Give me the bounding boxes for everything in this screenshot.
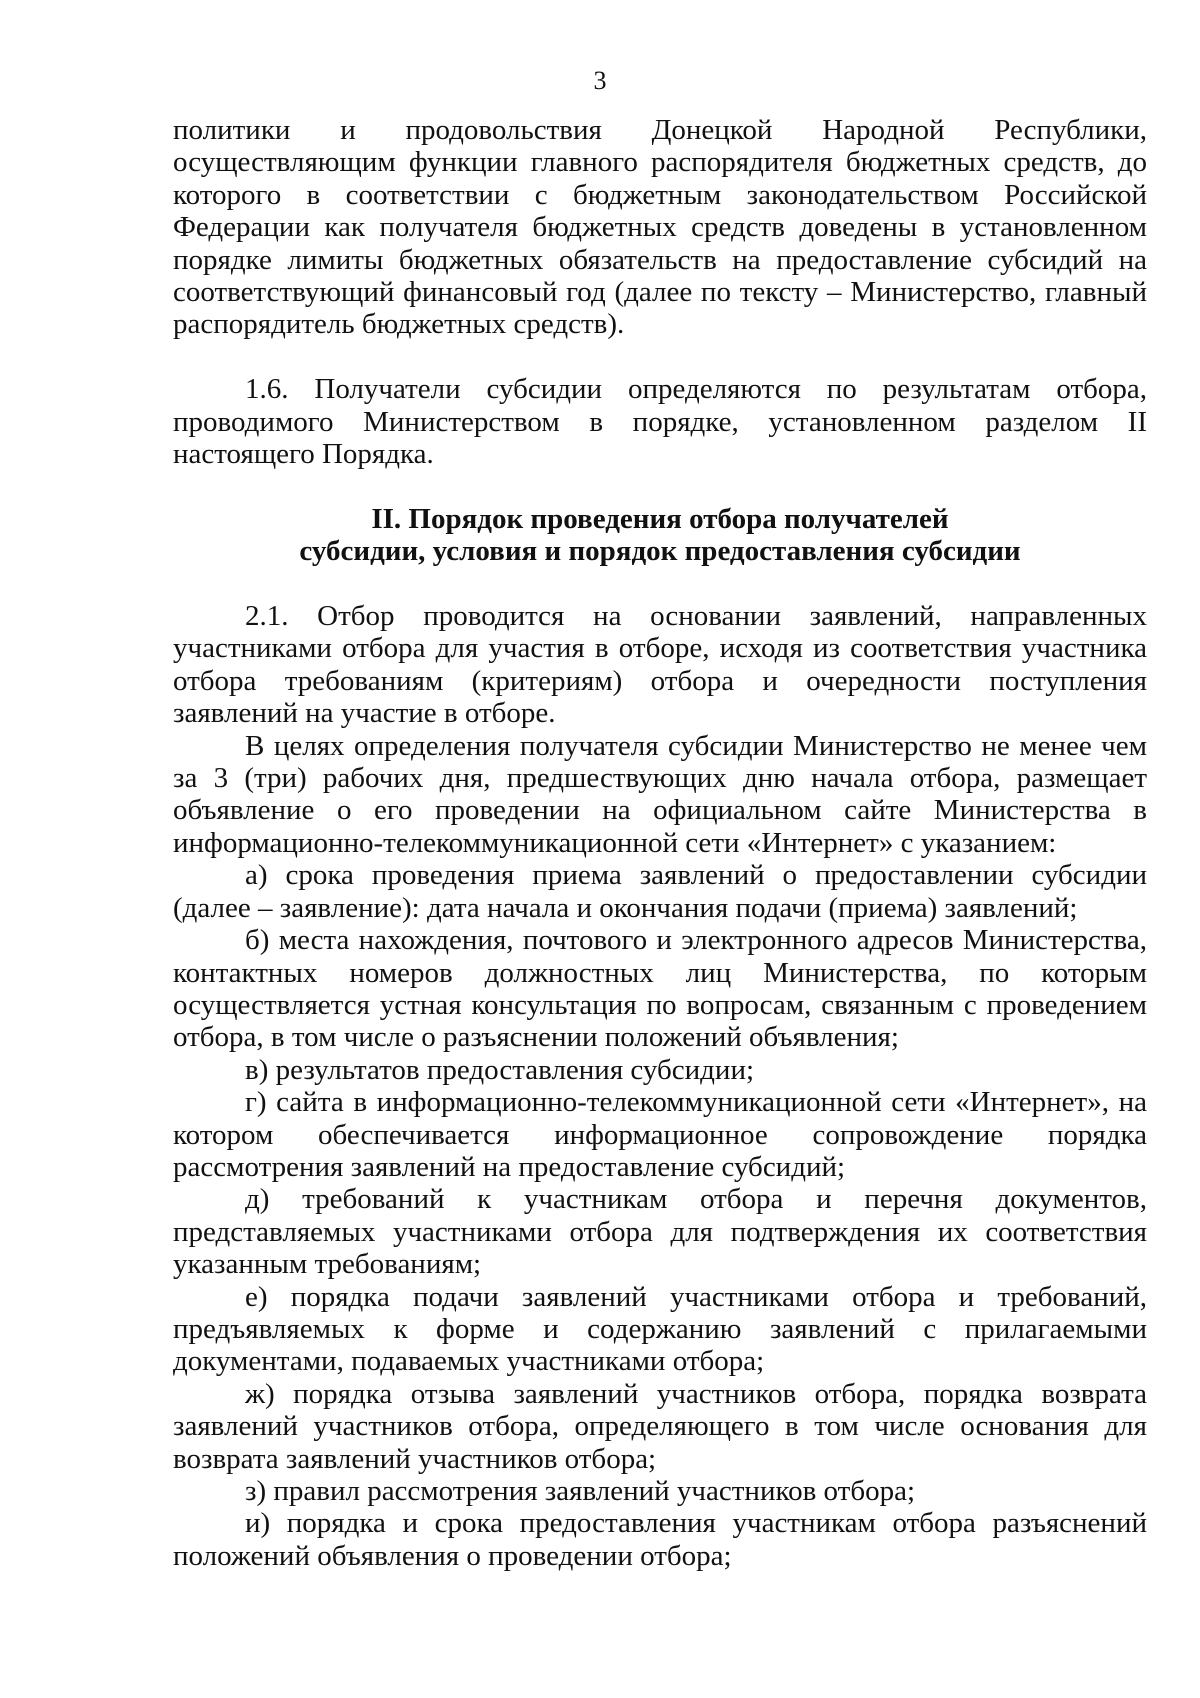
list-item-z: з) правил рассмотрения заявлений участников отбора;	[245, 1475, 916, 1508]
section-title	[173, 503, 1147, 568]
section-title-line-2: субсидии, условия и порядок предоставления субсидии	[299, 535, 1021, 568]
paragraph-2-1: 2.1. Отбор проводится на основании заявлений, направленных участниками отбора для участия в отборе, исходя из соответствия участника отбора требованиям (критериям) отбора и очередности поступления заявлений на участие в отборе.	[173, 600, 1147, 730]
section-title-line-1: II. Порядок проведения отбора получателей	[371, 502, 949, 535]
list-item-g: г) сайта в информационно-телекоммуникационной сети «Интернет», на котором обеспечивается информационное сопровождение порядка рассмотрения заявлений на предоставление субсидий;	[173, 1086, 1147, 1183]
list-item-v: в) результатов предоставления субсидии;	[245, 1053, 755, 1086]
document-body	[173, 114, 1147, 1572]
paragraph-1-6: 1.6. Получатели субсидии определяются по результатам отбора, проводимого Министерством в порядке, установленном разделом II настоящего Порядка.	[173, 373, 1147, 471]
list-item-zh: ж) порядка отзыва заявлений участников отбора, порядка возврата заявлений участников отбора, определяющего в том числе основания для возврата заявлений участников отбора;	[173, 1377, 1147, 1475]
list-item-d: д) требований к участникам отбора и перечня документов, представляемых участниками отбора для подтверждения их соответствия указанным требованиям;	[173, 1183, 1147, 1281]
list-item-a: а) срока проведения приема заявлений о предоставлении субсидии (далее – заявление): дата начала и окончания подачи (приема) заявлений;	[173, 859, 1147, 924]
list-item-b: б) места нахождения, почтового и электронного адресов Министерства, контактных номеров должностных лиц Министерства, по которым осуществляется устная консультация по вопросам, связанным с проведением отбора, в том числе о разъяснении положений объявления;	[173, 924, 1147, 1054]
list-item-i: и) порядка и срока предоставления участникам отбора разъяснений положений объявления о проведении отбора;	[173, 1507, 1147, 1572]
page-number: 3	[593, 66, 607, 95]
list-item-e: е) порядка подачи заявлений участниками отбора и требований, предъявляемых к форме и содержанию заявлений с прилагаемыми документами, подаваемых участниками отбора;	[173, 1280, 1147, 1378]
paragraph-continuation: политики и продовольствия Донецкой Народной Республики, осуществляющим функции главного распорядителя бюджетных средств, до которого в соответствии с бюджетным законодательством Российской Федерации как получателя бюджетных средств доведены в установленном порядке лимиты бюджетных обязательств на предоставление субсидий на соответствующий финансовый год (далее по тексту – Министерство, главный распорядитель бюджетных средств).	[173, 114, 1147, 341]
paragraph-announcement: В целях определения получателя субсидии Министерство не менее чем за 3 (три) рабочих дня, предшествующих дню начала отбора, размещает объявление о его проведении на официальном сайте Министерства в информационно-телекоммуникационной сети «Интернет» с указанием:	[173, 729, 1147, 859]
